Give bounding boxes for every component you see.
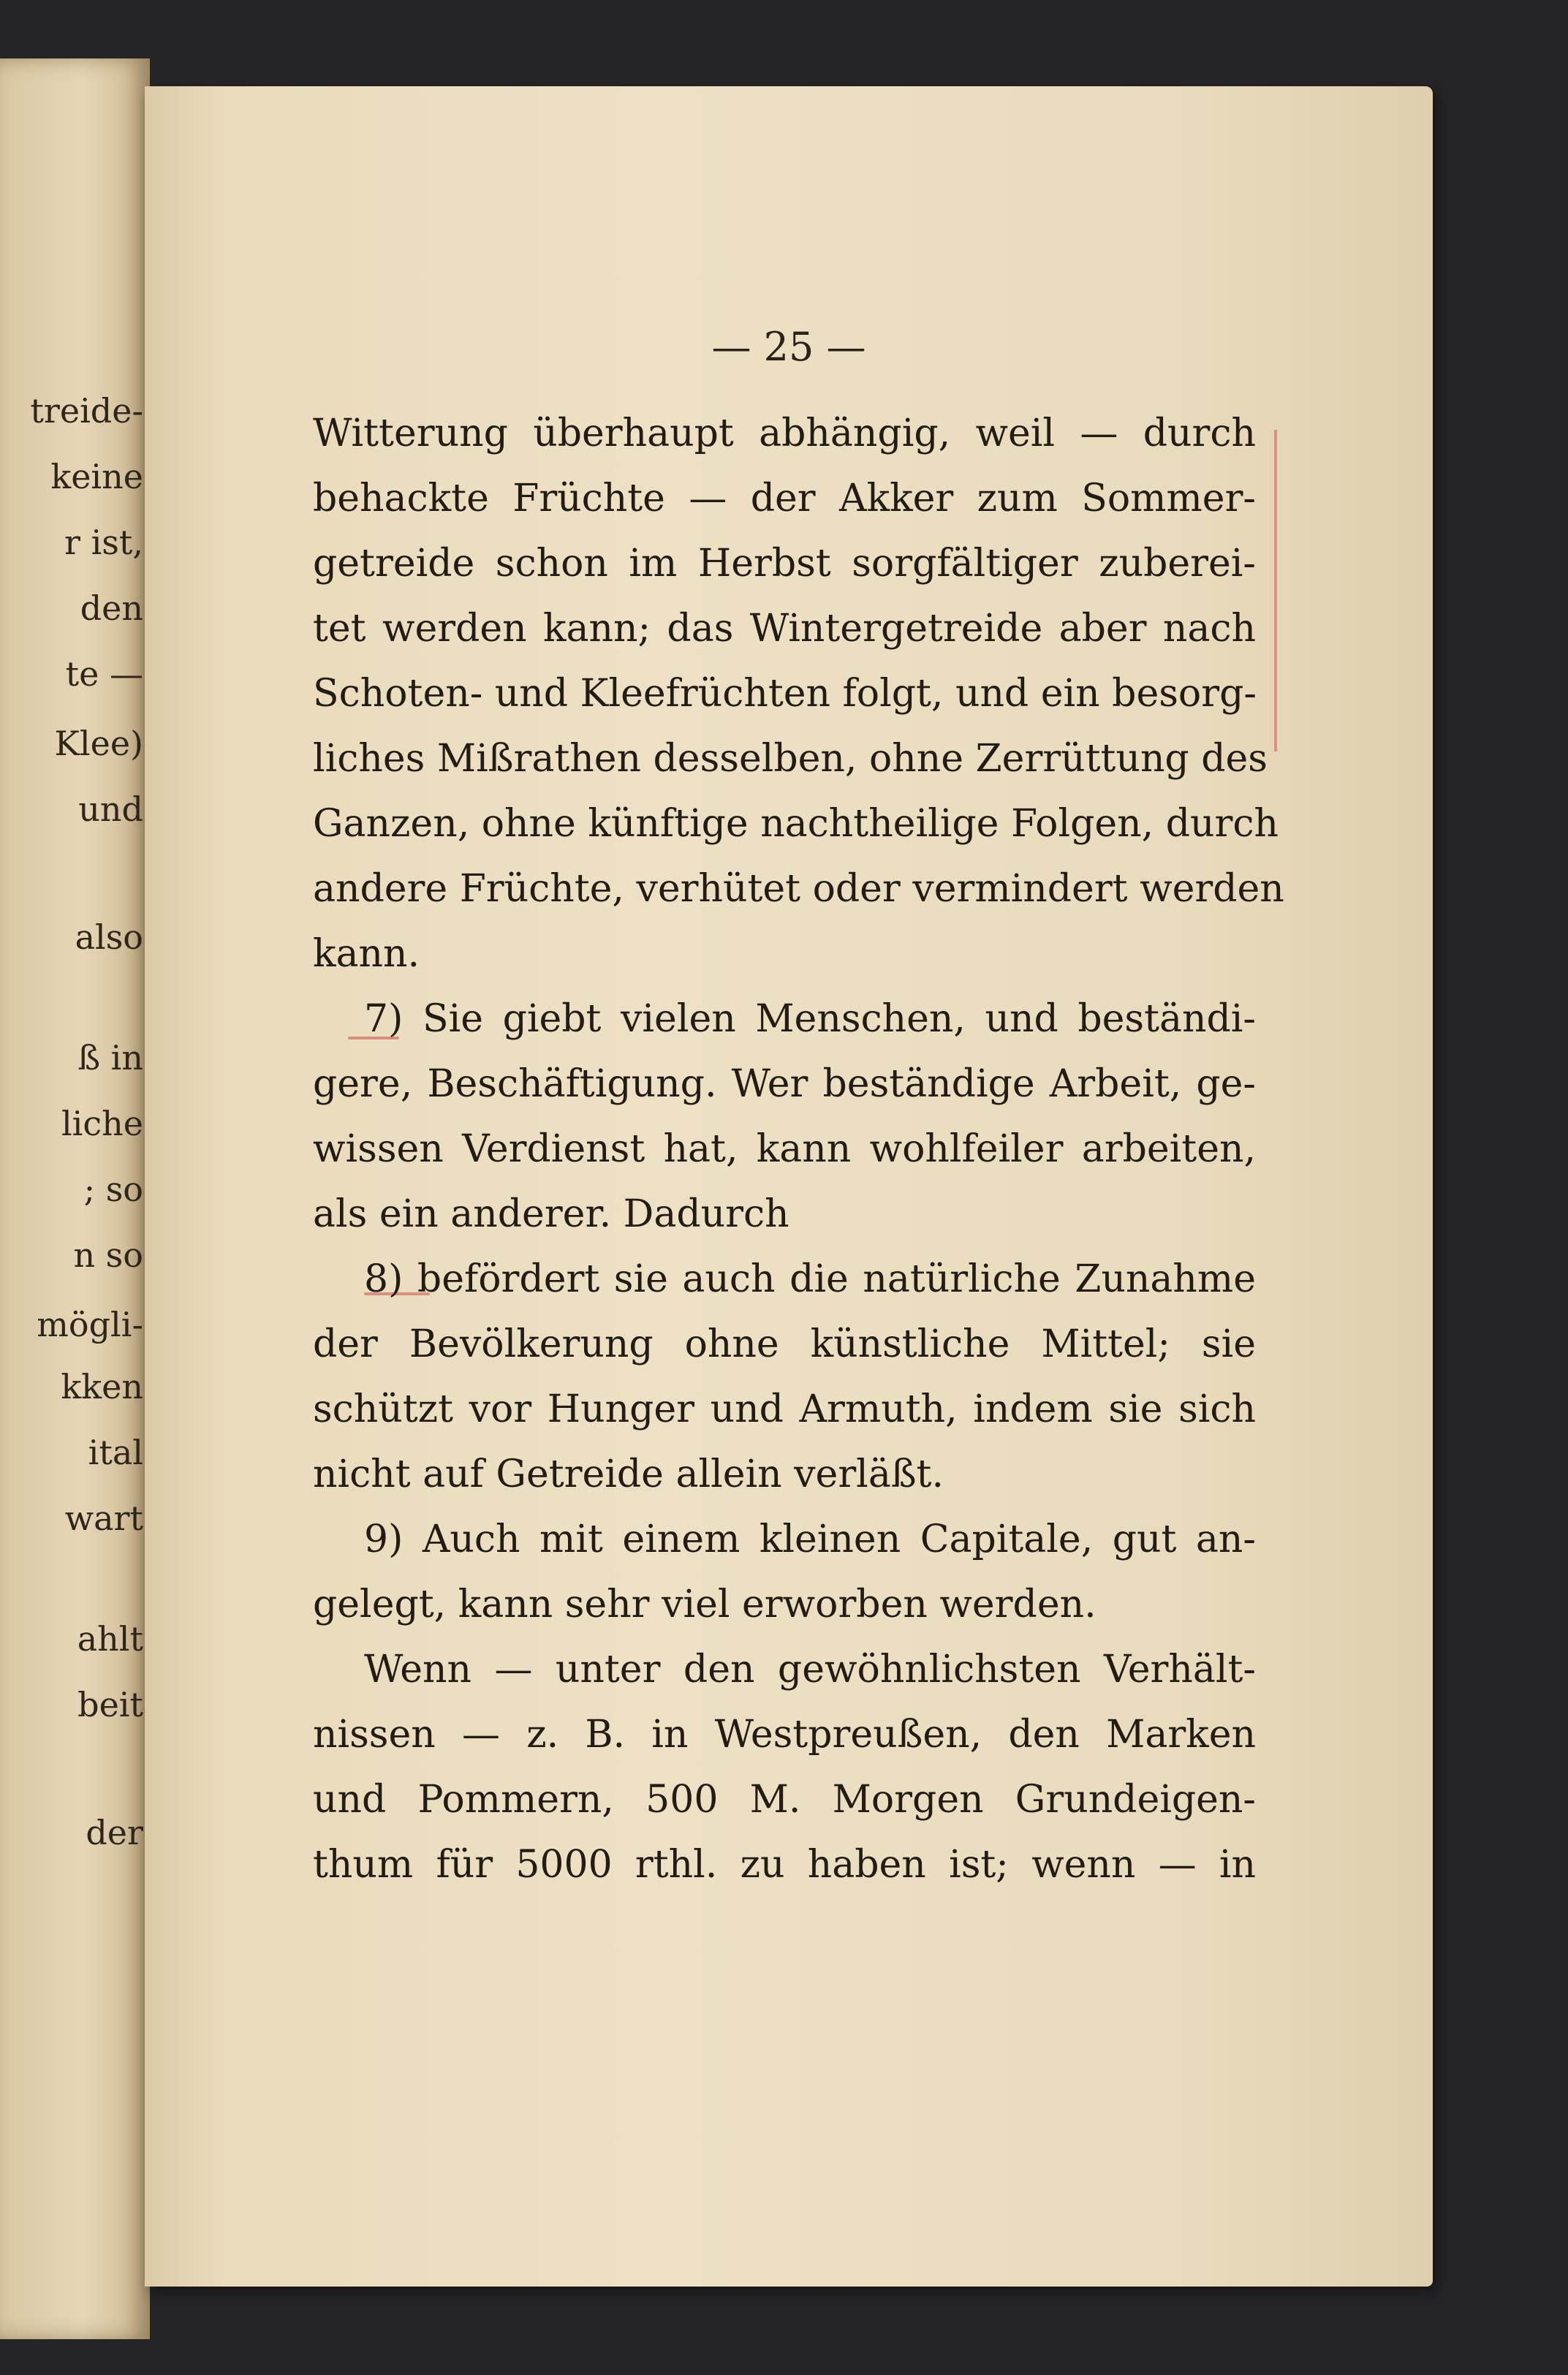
text-line: liches Mißrathen desselben, ohne Zerrüttung des [313,737,1268,781]
left-page-fragment: und [78,789,143,829]
left-page-fragment: keine [50,457,143,496]
text-line: 9) Auch mit einem kleinen Capitale, gut an- [364,1518,1256,1561]
left-page-fragment: der [86,1813,143,1852]
left-page-fragment: kken [61,1367,143,1406]
text-line: gere, Beschäftigung. Wer beständige Arbeit, ge- [313,1062,1256,1106]
text-line: Schoten- und Kleefrüchten folgt, und ein besorg- [313,672,1257,716]
text-line: tet werden kann; das Wintergetreide aber nach [313,607,1256,651]
text-line: behackte Früchte — der Akker zum Sommer- [313,477,1256,520]
text-line: getreide schon im Herbst sorgfältiger zuberei- [313,542,1256,586]
left-page-fragment: ß in [77,1038,143,1077]
page-number: — 25 — [711,324,866,370]
text-line: als ein anderer. Dadurch [313,1192,789,1236]
text-line: Wenn — unter den gewöhnlichsten Verhält- [364,1648,1256,1692]
text-line: andere Früchte, verhütet oder vermindert werden [313,867,1284,911]
text-line: kann. [313,932,420,976]
text-line: Witterung überhaupt abhängig, weil — durch [313,412,1256,455]
left-page-fragment: n so [73,1235,143,1275]
text-line: schützt vor Hunger und Armuth, indem sie sich [313,1387,1256,1431]
left-page-fragment: liche [61,1104,143,1143]
left-page-fragment: also [75,917,143,957]
red-margin-mark [1274,430,1277,751]
text-line: wissen Verdienst hat, kann wohlfeiler arbeiten, [313,1127,1256,1171]
right-page [145,86,1433,2287]
text-line: Ganzen, ohne künftige nachtheilige Folgen, durch [313,802,1279,846]
left-page-fragment: Klee) [54,724,143,763]
left-page-fragment: den [80,588,143,628]
text-line: nicht auf Getreide allein verläßt. [313,1452,944,1496]
text-line: gelegt, kann sehr viel erworben werden. [313,1583,1097,1626]
left-page-fragment: ahlt [77,1619,143,1659]
left-page [0,58,150,2339]
text-line: der Bevölkerung ohne künstliche Mittel; sie [313,1322,1256,1366]
left-page-fragment: wart [64,1499,143,1538]
left-page-fragment: te — [65,654,143,694]
left-page-fragment: ital [88,1433,143,1472]
text-line: und Pommern, 500 M. Morgen Grundeigen- [313,1778,1256,1822]
text-line: 7) Sie giebt vielen Menschen, und beständi- [364,997,1256,1041]
left-page-fragment: treide- [30,391,143,431]
text-line: 8) befördert sie auch die natürliche Zunahme [364,1257,1256,1301]
text-line: thum für 5000 rthl. zu haben ist; wenn — in [313,1843,1256,1887]
left-page-fragment: ; so [83,1170,143,1209]
text-line: nissen — z. B. in Westpreußen, den Marken [313,1713,1256,1757]
left-page-fragment: mögli- [37,1305,143,1344]
left-page-fragment: beit [77,1685,143,1724]
left-page-fragment: r ist, [64,523,143,562]
